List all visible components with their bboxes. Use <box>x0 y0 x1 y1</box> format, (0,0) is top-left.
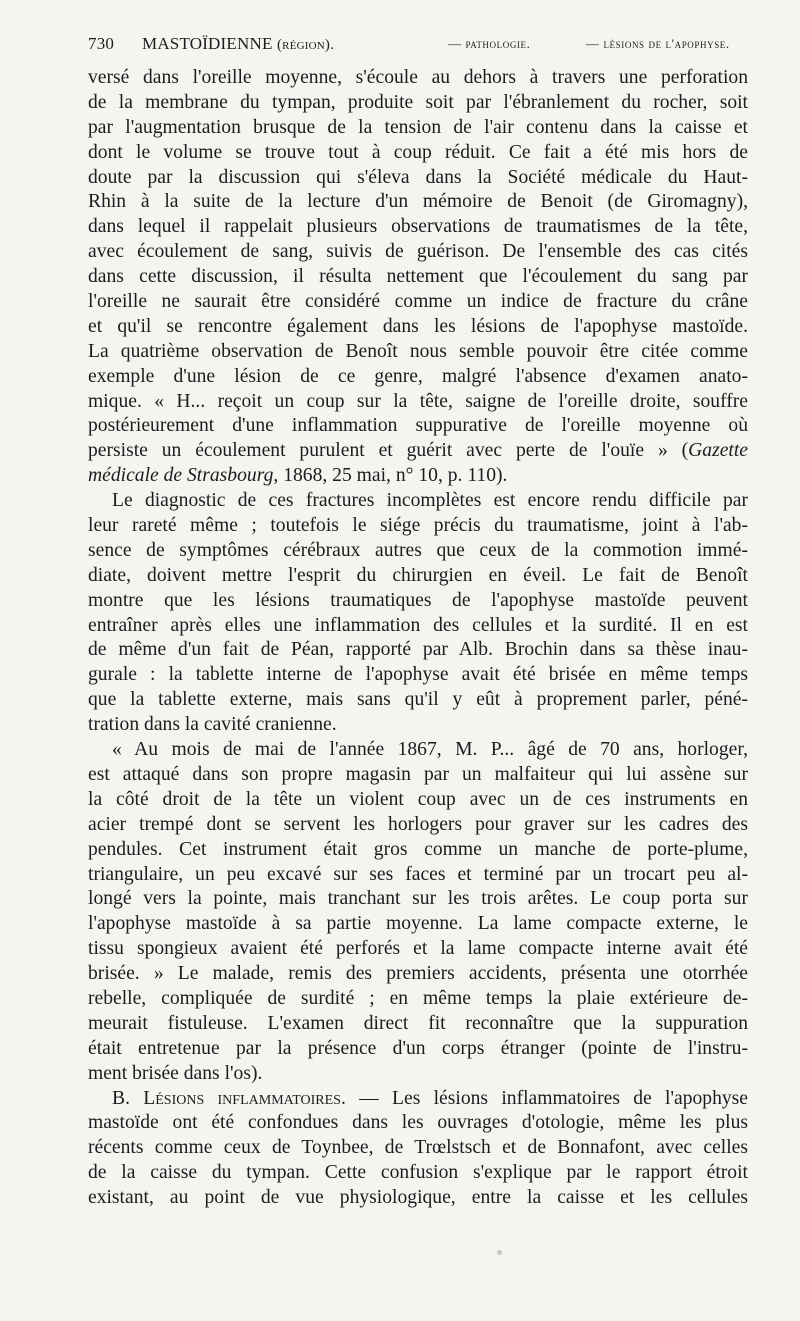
text-line: pendules. Cet instrument était gros comme un manche de porte-plume, <box>88 838 748 860</box>
text-line: était entretenue par la présence d'un corps étranger (pointe de l'instru- <box>88 1037 748 1059</box>
text-line: tissu spongieux avaient été perforés et la lame compacte interne avait été <box>88 938 748 960</box>
text-line: de la membrane du tympan, produite soit par l'ébranlement du rocher, soit <box>88 91 748 113</box>
text-line: par l'augmentation brusque de la tension de l'air contenu dans la caisse et <box>88 116 748 138</box>
paragraph-start: « Au mois de mai de l'année 1867, M. P... âgé de 70 ans, horloger, <box>112 739 748 761</box>
citation-lead: persiste un écoulement purulent et guérit avec perte de l'ouïe » ( <box>88 440 689 462</box>
section-heading: B. Lésions inflammatoires. <box>112 1087 346 1109</box>
text-line: triangulaire, un peu excavé sur ses faces et terminé par un trocart peu al- <box>88 863 748 885</box>
paragraph-start: Le diagnostic de ces fractures incomplètes est encore rendu difficile par <box>112 490 748 512</box>
text-line: gurale : la tablette interne de l'apophyse avait été brisée en même temps <box>88 664 748 686</box>
text-line: l'oreille ne saurait être considéré comme un indice de fracture du crâne <box>88 291 748 313</box>
page-number: 730 <box>88 34 115 53</box>
text-line: montre que les lésions traumatiques de l'apophyse mastoïde peuvent <box>88 589 748 611</box>
text-line: que la tablette externe, mais sans qu'il y eût à proprement parler, péné- <box>88 689 748 711</box>
paper-speck <box>497 1250 502 1255</box>
text-line: brisée. » Le malade, remis des premiers accidents, présenta une otorrhée <box>88 963 748 985</box>
text-line: longé vers la pointe, mais tranchant sur les trois arêtes. Le coup porta sur <box>88 888 748 910</box>
text-line: l'apophyse mastoïde à sa partie moyenne. La lame compacte externe, le <box>88 913 748 935</box>
text-line: la côté droit de la tête un violent coup avec un de ces instruments en <box>88 788 748 810</box>
text-line: est attaqué dans son propre magasin par un malfaiteur qui lui assène sur <box>88 763 748 785</box>
text-line: diate, doivent mettre l'esprit du chirurgien en éveil. Le fait de Benoît <box>88 564 748 586</box>
text-line: de la caisse du tympan. Cette confusion s'explique par le rapport étroit <box>88 1162 748 1184</box>
header-section: — pathologie. <box>448 36 531 51</box>
text-line: doute par la discussion qui s'éleva dans la Société médicale du Haut- <box>88 166 748 188</box>
text-line: postérieurement d'une inflammation suppurative de l'oreille moyenne où <box>88 415 748 437</box>
body-text <box>88 66 748 1211</box>
text-line: dans lequel il rappelait plusieurs observations de traumatismes de la tête, <box>88 216 748 238</box>
text-line: leur rareté même ; toutefois le siége précis du traumatisme, joint à l'ab- <box>88 515 748 537</box>
citation-tail: , 1868, 25 mai, n° 10, p. 110). <box>273 465 508 487</box>
text-line: tration dans la cavité cranienne. <box>88 714 337 736</box>
text-line: Rhin à la suite de la lecture d'un mémoire de Benoit (de Giromagny), <box>88 191 748 213</box>
text-line: et qu'il se rencontre également dans les lésions de l'apophyse mastoïde. <box>88 315 748 337</box>
text-line: ment brisée dans l'os). <box>88 1062 263 1084</box>
text-line: mastoïde ont été confondues dans les ouvrages d'otologie, même les plus <box>88 1112 748 1134</box>
header-title-word: MASTOÏDIENNE <box>142 34 273 53</box>
header-region: (région). <box>276 37 335 53</box>
citation-italic: médicale de Strasbourg <box>88 465 274 487</box>
text-line: versé dans l'oreille moyenne, s'écoule au dehors à travers une perforation <box>88 67 748 88</box>
header-subsection: — lésions de l'apophyse. <box>586 36 730 51</box>
text-line-with-citation <box>88 464 748 489</box>
text-line: existant, au point de vue physiologique, entre la caisse et les cellules <box>88 1187 748 1209</box>
header-title <box>142 34 334 54</box>
section-heading-text: — Les lésions inflammatoires de l'apophyse <box>345 1087 749 1109</box>
text-line: sence de symptômes cérébraux autres que ceux de la commotion immé- <box>88 539 748 561</box>
text-line: avec écoulement de sang, suivis de guérison. De l'ensemble des cas cités <box>88 241 748 263</box>
text-line: La quatrième observation de Benoît nous semble pouvoir être citée comme <box>88 340 748 362</box>
citation-italic: Gazette <box>688 440 748 462</box>
text-line: de même d'un fait de Péan, rapporté par Alb. Brochin dans sa thèse inau- <box>88 639 748 661</box>
text-line: dont le volume se trouve tout à coup réduit. Ce fait a été mis hors de <box>88 141 748 163</box>
text-line: exemple d'une lésion de ce genre, malgré l'absence d'examen anato- <box>88 365 748 387</box>
text-line-with-citation <box>88 439 748 464</box>
text-line: rebelle, compliquée de surdité ; en même temps la plaie extérieure de- <box>88 987 748 1009</box>
text-line: entraîner après elles une inflammation des cellules et la surdité. Il en est <box>88 614 748 636</box>
text-line: dans cette discussion, il résulta nettement que l'écoulement du sang par <box>88 266 748 288</box>
running-header <box>88 34 728 58</box>
text-line: récents comme ceux de Toynbee, de Trœlstsch et de Bonnafont, avec celles <box>88 1137 748 1159</box>
section-heading-line <box>88 1087 748 1112</box>
text-line: meurait fistuleuse. L'examen direct fit reconnaître que la suppuration <box>88 1012 748 1034</box>
text-line: mique. « H... reçoit un coup sur la tête, saigne de l'oreille droite, souffre <box>88 390 748 412</box>
text-line: acier trempé dont se servent les horlogers pour graver sur les cadres des <box>88 813 748 835</box>
